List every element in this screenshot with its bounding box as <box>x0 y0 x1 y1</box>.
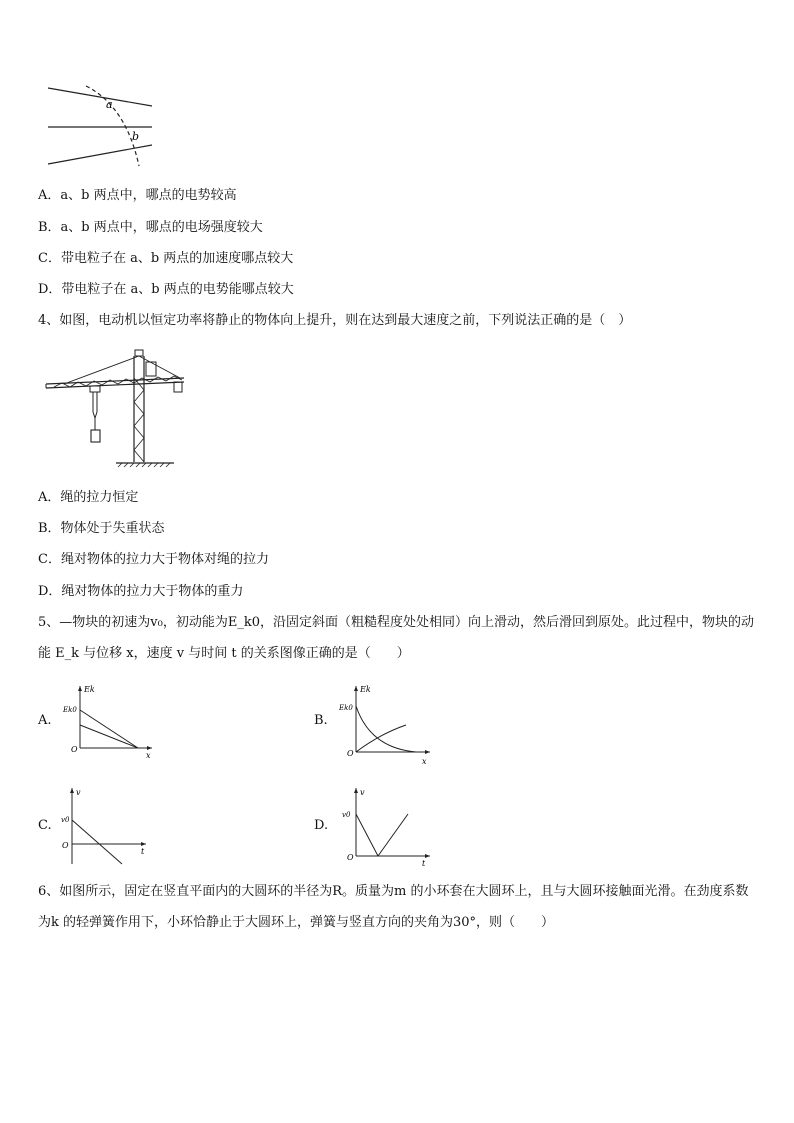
graph-b-curve-rise <box>356 725 406 752</box>
graph-c-origin: O <box>62 841 69 850</box>
crane-figure <box>44 348 186 470</box>
graph-c-y0: v0 <box>61 816 70 824</box>
field-line-top <box>48 88 152 106</box>
graph-b-xlabel: x <box>422 757 427 766</box>
graph-d-letter: D. <box>314 818 329 833</box>
graph-a <box>60 682 160 762</box>
graph-d-line-up <box>378 814 408 856</box>
graph-d <box>336 786 436 870</box>
graph-c-xlabel: t <box>141 847 145 856</box>
graph-d-xlabel: t <box>422 859 426 868</box>
graph-c <box>58 786 158 866</box>
point-a-label: a <box>106 98 113 111</box>
graph-b-y0: Ek0 <box>339 704 353 712</box>
graph-d-origin: O <box>347 853 354 862</box>
q4-stem: 4、如图，电动机以恒定功率将静止的物体向上提升，则在达到最大速度之前，下列说法正确的是（ ） <box>38 313 632 328</box>
graph-c-letter: C. <box>38 818 52 833</box>
q3-option-a: A．a、b 两点中，哪点的电势较高 <box>38 188 237 203</box>
point-b-label: b <box>132 130 140 143</box>
graph-b-ylabel: Ek <box>360 685 371 694</box>
graph-a-letter: A. <box>38 713 52 728</box>
graph-c-line <box>72 820 122 864</box>
graph-a-y0: Ek0 <box>63 706 77 714</box>
graph-c-ylabel: v <box>76 788 81 797</box>
q5-stem: 5、—物块的初速为v₀，初动能为E_k0，沿固定斜面（粗糙程度处处相同）向上滑动，然后滑回到原处。此过程中，物块的动能 E_k 与位移 x，速度 v 与时间 t 的关系图像正确的是（ ） <box>38 615 754 661</box>
q4-option-b: B．物体处于失重状态 <box>38 521 165 536</box>
graph-b-letter: B. <box>314 713 328 728</box>
q3-option-b: B．a、b 两点中，哪点的电场强度较大 <box>38 220 263 235</box>
q4-option-c: C．绳对物体的拉力大于物体对绳的拉力 <box>38 552 269 567</box>
graph-d-y0: v0 <box>342 811 351 819</box>
graph-a-ylabel: Ek <box>84 685 95 694</box>
q4-option-a: A．绳的拉力恒定 <box>38 490 139 505</box>
graph-b-origin: O <box>347 749 354 758</box>
graph-a-line-up <box>80 710 138 748</box>
graph-d-ylabel: v <box>360 788 365 797</box>
graph-a-origin: O <box>71 745 78 754</box>
field-lines-figure <box>44 80 156 170</box>
graph-d-line-down <box>356 814 378 856</box>
graph-a-xlabel: x <box>146 751 151 760</box>
q4-option-d: D．绳对物体的拉力大于物体的重力 <box>38 584 244 599</box>
graph-b <box>336 682 436 766</box>
q6-stem: 6、如图所示，固定在竖直平面内的大圆环的半径为R。质量为m 的小环套在大圆环上，且与大圆环接触面光滑。在劲度系数为k 的轻弹簧作用下，小环恰静止于大圆环上，弹簧与竖直方向的夹角为30°，则（ ） <box>38 884 749 930</box>
q3-option-c: C．带电粒子在 a、b 两点的加速度哪点较大 <box>38 251 294 266</box>
q3-option-d: D．带电粒子在 a、b 两点的电势能哪点较大 <box>38 282 294 297</box>
